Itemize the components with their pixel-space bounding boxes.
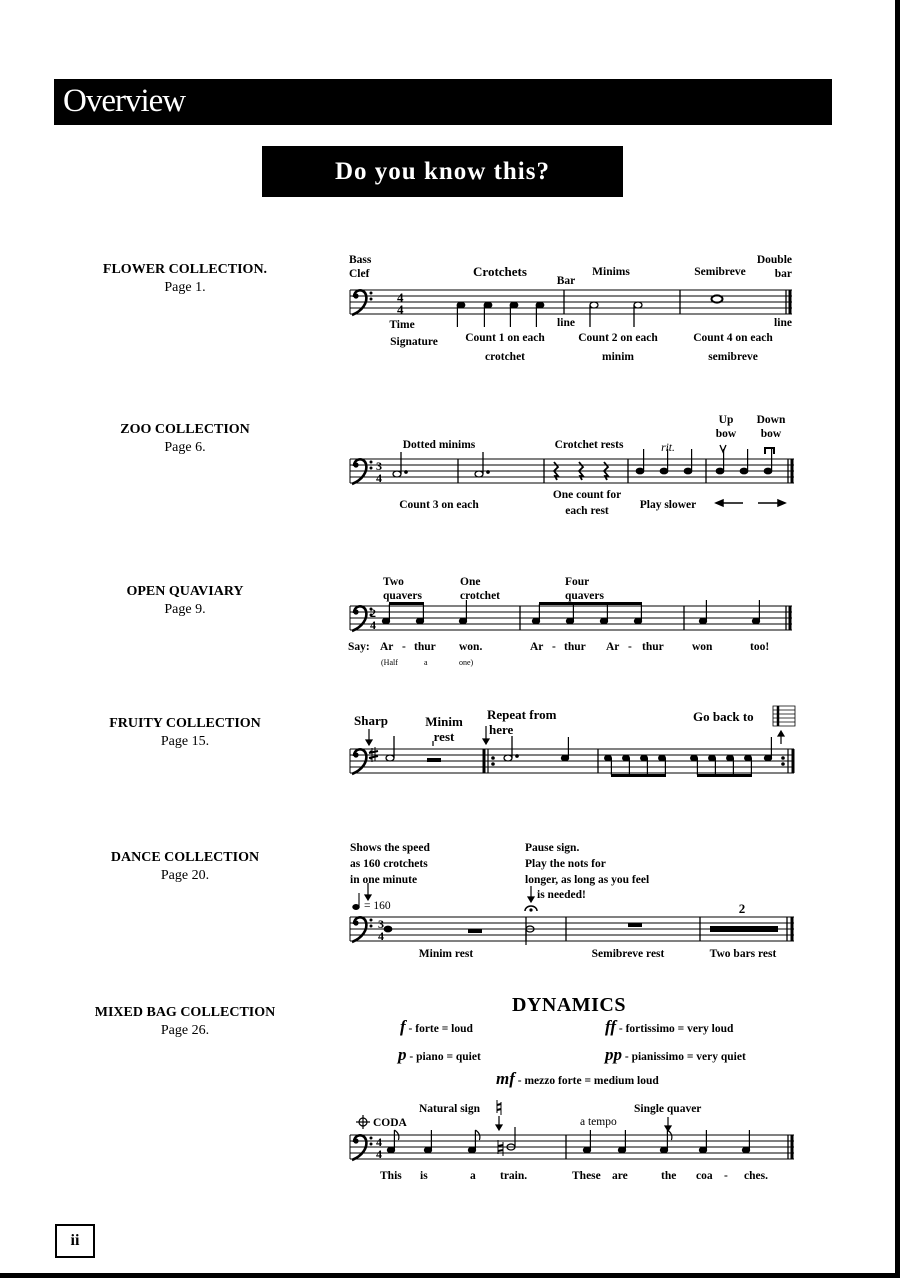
label-speed-2: as 160 crotchets	[350, 858, 428, 870]
subtitle-banner: Do you know this?	[262, 146, 623, 197]
dynamic-forte: f - forte = loud	[400, 1017, 473, 1036]
fortissimo-icon: ff	[605, 1017, 617, 1036]
bass-clef-icon	[352, 917, 373, 942]
bow-direction-arrows	[716, 500, 785, 506]
lyric-ar-2: Ar	[530, 641, 544, 653]
lyric-a: a	[424, 658, 428, 667]
page-number: ii	[55, 1224, 95, 1258]
time-signature-3-4	[376, 459, 382, 485]
svg-text:4: 4	[376, 1135, 382, 1149]
lyric-thur-3: thur	[642, 641, 664, 653]
bass-clef-icon	[352, 290, 373, 315]
label-pause-1: Pause sign.	[525, 842, 580, 854]
down-bow-icon	[765, 448, 774, 454]
label-down-bow: Down bow	[756, 414, 786, 440]
lyric-thur-2: thur	[564, 641, 586, 653]
section-page-quaviary: Page 9.	[164, 602, 206, 617]
label-semibreve-rest: Semibreve rest	[591, 948, 665, 960]
dynamic-fortissimo: ff - fortissimo = very loud	[605, 1017, 734, 1036]
svg-text:3: 3	[378, 917, 384, 931]
label-play-slower: Play slower	[639, 499, 697, 511]
section-title-flower: FLOWER COLLECTION.	[102, 262, 268, 277]
label-coda: CODA	[373, 1117, 407, 1129]
label-pause-3: longer, as long as you feel	[525, 874, 650, 886]
svg-text:4: 4	[370, 618, 376, 632]
lyric-say: Say:	[348, 641, 370, 653]
pause-minim	[525, 906, 537, 945]
dynamic-piano: p - piano = quiet	[398, 1045, 481, 1064]
time-signature-4-4	[397, 290, 404, 317]
label-each-rest: each rest	[565, 505, 609, 517]
label-bass-clef: Bass Clef	[349, 254, 372, 280]
slow-crotchet-notes	[636, 449, 772, 474]
label-two-bars-rest: Two bars rest	[709, 948, 777, 960]
lyric-ar: Ar	[380, 641, 394, 653]
staff-fruity	[350, 749, 794, 773]
label-two-quavers: Two quavers	[383, 576, 422, 602]
label-four-quavers: Four quavers	[565, 576, 604, 602]
tempo-crotchet-icon	[353, 893, 359, 909]
label-pause-2: Play the nots for	[525, 858, 606, 870]
staff-zoo	[350, 459, 794, 483]
label-line-2: line	[774, 317, 792, 329]
time-signature-2-4	[370, 606, 376, 632]
label-line: line	[557, 317, 575, 329]
natural-sign-icon	[498, 1140, 503, 1156]
label-a-tempo: a tempo	[580, 1116, 617, 1128]
label-count-4: Count 4 on each	[693, 332, 773, 344]
label-bar: Bar	[556, 275, 576, 287]
section-title-dance: DANCE COLLECTION	[110, 850, 260, 865]
svg-text:2: 2	[370, 606, 376, 620]
label-one-crotchet: One crotchet	[460, 576, 501, 602]
dynamic-mezzo-forte: mf - mezzo forte = medium loud	[496, 1069, 659, 1088]
label-count-4b: semibreve	[708, 351, 758, 363]
label-speed-3: in one minute	[350, 874, 418, 886]
natural-label-icon	[497, 1100, 501, 1115]
up-bow-icon	[720, 445, 726, 452]
label-double-bar: Double bar	[756, 254, 792, 280]
label-count-1b: crotchet	[484, 351, 526, 363]
label-natural-sign: Natural sign	[419, 1103, 481, 1115]
dance-minim-rest-icon	[468, 929, 482, 933]
section-title-mixed-bag: MIXED BAG COLLECTION	[94, 1005, 276, 1020]
lyric-the: the	[661, 1170, 677, 1182]
lyric-coa: coa	[696, 1170, 713, 1182]
page-title: Overview	[63, 83, 186, 119]
time-signature-4-4-mixed	[376, 1135, 382, 1161]
minim-rest-icon	[427, 758, 441, 762]
label-count-3: Count 3 on each	[399, 499, 479, 511]
semibreve-rest-icon	[628, 923, 642, 927]
label-crotchets: Crotchets	[473, 264, 527, 279]
label-pause-4: is needed!	[537, 889, 586, 901]
section-title-quaviary: OPEN QUAVIARY	[126, 584, 244, 599]
lyric-this: This	[380, 1170, 402, 1182]
svg-text:3: 3	[376, 459, 382, 473]
lyric-hyphen-3: -	[628, 641, 632, 653]
lyric-are: are	[612, 1170, 628, 1182]
svg-text:4: 4	[376, 1147, 382, 1161]
lyric-half: (Half	[381, 658, 398, 667]
pianissimo-icon: pp	[605, 1045, 622, 1064]
dance-opening-note	[384, 926, 392, 932]
dynamics-title: DYNAMICS	[512, 994, 626, 1016]
lyric-won: won.	[459, 641, 483, 653]
label-here: here	[489, 722, 514, 737]
label-minims: Minims	[592, 266, 630, 278]
section-page-mixed-bag: Page 26.	[160, 1023, 210, 1038]
label-count-2: Count 2 on each	[578, 332, 658, 344]
lyric-thur: thur	[414, 641, 436, 653]
lyric-is: is	[420, 1170, 428, 1182]
label-signature: Signature	[390, 336, 438, 348]
coda-icon	[356, 1115, 370, 1129]
forte-icon: f	[400, 1017, 406, 1036]
label-speed-1: Shows the speed	[350, 842, 430, 854]
lyric-hyphen-coa: -	[724, 1170, 728, 1182]
mezzo-forte-icon: mf	[496, 1069, 515, 1088]
svg-text:4: 4	[376, 471, 382, 485]
label-dotted-minims: Dotted minims	[402, 439, 476, 451]
section-page-flower: Page 1.	[164, 280, 206, 295]
lyric-hyphen-2: -	[552, 641, 556, 653]
label-go-back-to: Go back to	[693, 709, 754, 724]
lyric-too: too!	[750, 641, 770, 653]
crotchet-notes	[457, 302, 544, 327]
svg-text:4: 4	[378, 929, 384, 943]
dynamic-pianissimo: pp - pianissimo = very quiet	[605, 1045, 746, 1064]
lyric-one: one)	[459, 658, 474, 667]
section-title-fruity: FRUITY COLLECTION	[109, 716, 261, 731]
staff-mixed-bag	[350, 1135, 794, 1159]
piano-icon: p	[398, 1045, 407, 1064]
label-repeat-from: Repeat from	[487, 707, 557, 722]
label-crotchet-rests: Crotchet rests	[554, 439, 624, 451]
section-title-zoo: ZOO COLLECTION	[120, 422, 250, 437]
two-bars-rest-icon	[710, 926, 778, 932]
label-two: 2	[738, 901, 746, 916]
lyric-train: train.	[500, 1170, 528, 1182]
label-one-count: One count for	[552, 489, 622, 501]
fruity-crotchets-and-quavers	[561, 737, 771, 777]
time-signature-3-4-dance	[378, 917, 384, 943]
lyric-ar-3: Ar	[606, 641, 620, 653]
label-count-1: Count 1 on each	[465, 332, 545, 344]
label-single-quaver: Single quaver	[634, 1103, 702, 1115]
lyric-hyphen: -	[402, 641, 406, 653]
svg-text:4: 4	[397, 302, 404, 317]
lyric-these: These	[572, 1170, 601, 1182]
section-page-zoo: Page 6.	[164, 440, 206, 455]
label-rit: rit.	[661, 442, 675, 454]
bass-clef-icon	[352, 459, 373, 484]
label-minim-rest: Minim rest	[418, 948, 474, 960]
section-page-dance: Page 20.	[160, 868, 210, 883]
bass-clef-icon	[352, 1135, 373, 1160]
label-count-2b: minim	[602, 351, 634, 363]
label-up-bow: Up bow	[715, 414, 737, 440]
label-semibreve: Semibreve	[694, 266, 746, 278]
lyric-a-word: a	[470, 1170, 476, 1182]
label-minim: Minim rest	[425, 714, 463, 744]
section-page-fruity: Page 15.	[160, 734, 210, 749]
lyric-ches: ches.	[744, 1170, 768, 1182]
label-tempo-value: = 160	[364, 900, 391, 912]
label-time: Time	[389, 319, 415, 331]
lyric-won-2: won	[692, 641, 713, 653]
label-sharp: Sharp	[354, 713, 388, 728]
svg-text:4: 4	[397, 290, 404, 305]
staff-flower	[350, 290, 792, 314]
go-back-repeat-icon	[773, 706, 795, 726]
